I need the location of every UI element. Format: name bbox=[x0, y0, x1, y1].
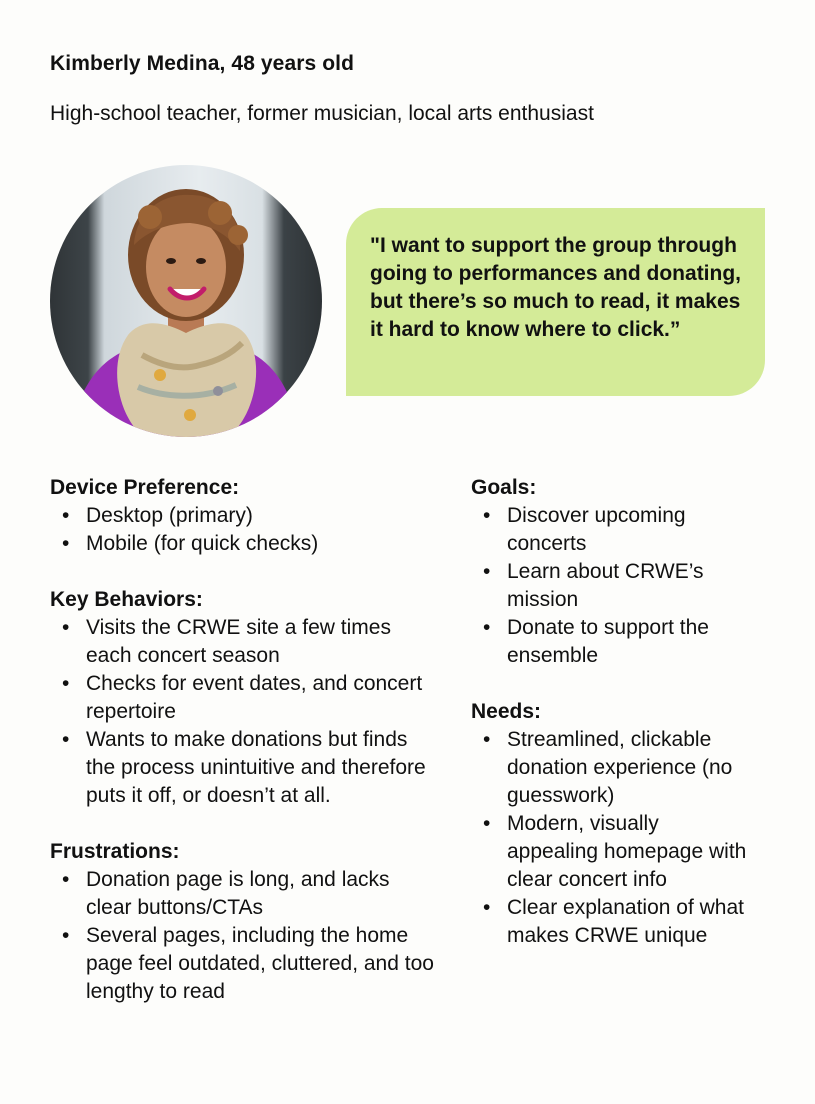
right-column bbox=[471, 474, 751, 950]
needs-heading: Needs: bbox=[471, 700, 542, 723]
frustrations-list bbox=[50, 866, 435, 1006]
left-column bbox=[50, 474, 435, 1006]
list-item: • Several pages, including the home page feel outdated, cluttered, and too lengthy to read bbox=[50, 922, 435, 1006]
persona-role: High-school teacher, former musician, local arts enthusiast bbox=[50, 102, 594, 125]
list-item: • Visits the CRWE site a few times each concert season bbox=[50, 614, 435, 670]
list-item: • Wants to make donations but finds the process unintuitive and therefore puts it off, or doesn’t at all. bbox=[50, 726, 435, 810]
goals-heading: Goals: bbox=[471, 476, 537, 499]
persona-quote-bubble bbox=[346, 208, 765, 396]
list-item: • Donate to support the ensemble bbox=[471, 614, 751, 670]
goals-section bbox=[471, 474, 751, 670]
key-behaviors-heading: Key Behaviors: bbox=[50, 588, 203, 611]
persona-photo bbox=[50, 165, 322, 437]
list-item: • Streamlined, clickable donation experience (no guesswork) bbox=[471, 726, 751, 810]
frustrations-section bbox=[50, 838, 435, 1006]
list-item: • Discover upcoming concerts bbox=[471, 502, 751, 558]
list-item: • Desktop (primary) bbox=[50, 502, 435, 530]
key-behaviors-section bbox=[50, 586, 435, 810]
list-item: • Donation page is long, and lacks clear buttons/CTAs bbox=[50, 866, 435, 922]
device-preference-list bbox=[50, 502, 435, 558]
device-preference-heading: Device Preference: bbox=[50, 476, 240, 499]
needs-section bbox=[471, 698, 751, 950]
list-item: • Mobile (for quick checks) bbox=[50, 530, 435, 558]
needs-list bbox=[471, 726, 751, 950]
device-preference-section bbox=[50, 474, 435, 558]
list-item: • Learn about CRWE’s mission bbox=[471, 558, 751, 614]
frustrations-heading: Frustrations: bbox=[50, 840, 180, 863]
list-item: • Clear explanation of what makes CRWE unique bbox=[471, 894, 751, 950]
list-item: • Checks for event dates, and concert repertoire bbox=[50, 670, 435, 726]
portrait-illustration bbox=[50, 165, 322, 437]
persona-name: Kimberly Medina, 48 years old bbox=[50, 52, 355, 75]
persona-quote: "I want to support the group through going to performances and donating, but there’s so much to read, it makes it hard to know where to click.” bbox=[370, 234, 742, 341]
list-item: • Modern, visually appealing homepage with clear concert info bbox=[471, 810, 751, 894]
goals-list bbox=[471, 502, 751, 670]
key-behaviors-list bbox=[50, 614, 435, 810]
